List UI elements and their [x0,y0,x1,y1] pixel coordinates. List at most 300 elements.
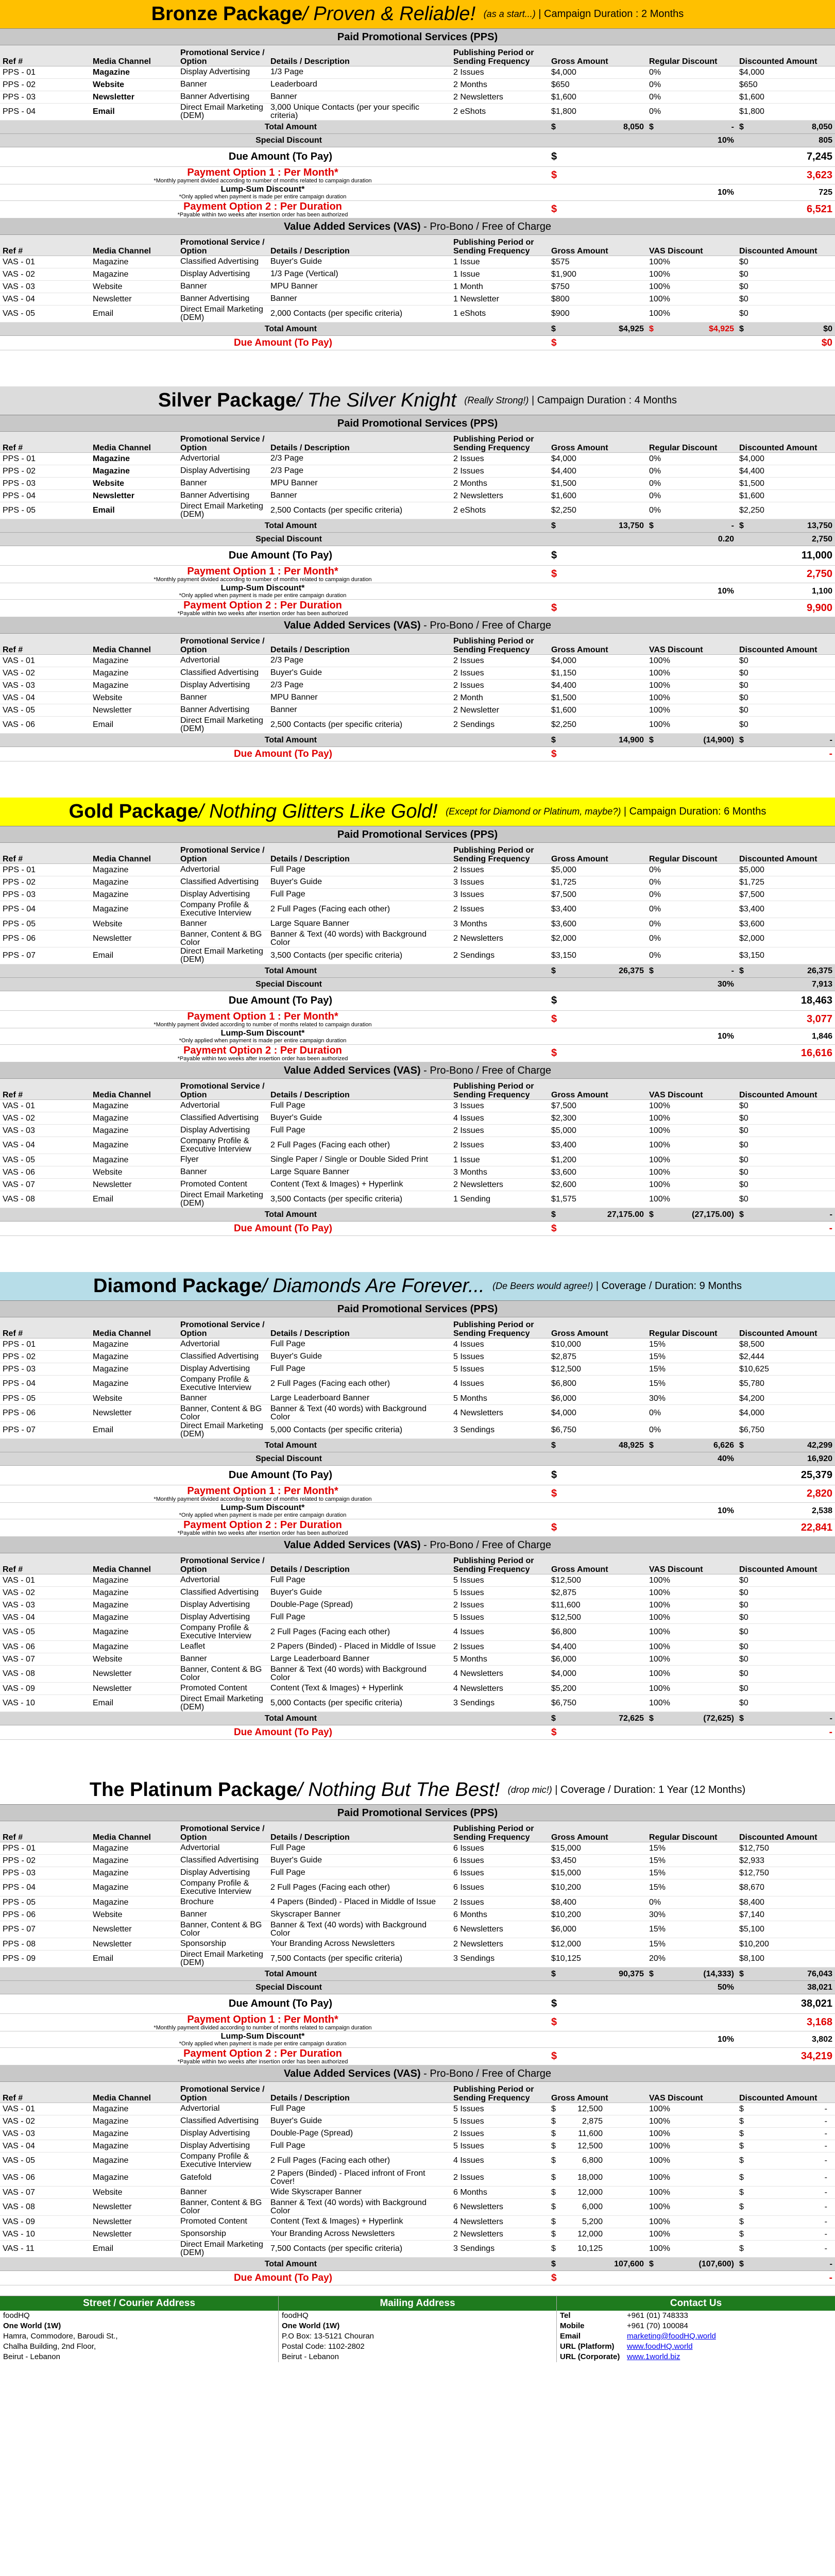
row-channel: Website [90,1908,178,1921]
package-duration: | Coverage / Duration: 1 Year (12 Months) [552,1784,746,1795]
row-details: Buyer's Guide [268,1350,451,1363]
vas-title: Value Added Services (VAS) [283,1065,421,1076]
col-period: Publishing Period or Sending Frequency [451,45,549,66]
row-ref: PPS - 07 [0,1421,90,1438]
table-row [0,1404,835,1421]
row-gross: $1,800 [549,103,646,120]
spacer [559,1503,646,1519]
row-regular: 0% [646,901,737,918]
table-row [0,1653,835,1665]
spacer [451,1712,549,1725]
contact-link[interactable]: marketing@foodHQ.world [627,2332,716,2341]
lump-sum-row [0,1503,835,1519]
row-regular: 0% [646,1421,737,1438]
due-amount: 18,463 [747,991,835,1011]
currency: $ [739,2229,744,2239]
row-details: Full Page [268,2103,451,2115]
total-label: Total Amount [0,1968,451,1981]
row-details: 5,000 Contacts (per specific criteria) [268,1421,451,1438]
row-gross [549,2228,646,2240]
row-gross [549,2140,646,2152]
currency: $ [739,2202,744,2211]
spacer [559,2048,646,2065]
row-details: 2 Papers (Binded) - Placed in Middle of Issue [268,1640,451,1653]
row-service: Banner [178,2186,268,2198]
col-service: Promotional Service / Option [178,432,268,452]
row-service: Sponsorship [178,1938,268,1950]
row-discounted: $0 [737,679,835,691]
row-discounted [737,2127,835,2140]
spacer [451,964,549,978]
row-discounted: $0 [737,1137,835,1154]
special-pct: 30% [657,978,737,991]
row-gross: $750 [549,280,646,293]
col-ref: Ref # [0,432,90,452]
row-vas-discount: 100% [646,305,737,322]
spacer [451,2031,549,2048]
due-row [0,991,835,1011]
table-row [0,103,835,120]
row-details: Banner & Text (40 words) with Background Color [268,930,451,947]
row-discounted [737,2215,835,2228]
row-ref: VAS - 06 [0,716,90,733]
col-regular: Regular Discount [646,432,737,452]
row-gross: $900 [549,305,646,322]
row-details: 2/3 Page [268,452,451,465]
row-channel: Magazine [90,66,178,78]
spacer [737,546,747,566]
row-vas-discount: 100% [646,293,737,305]
row-vas-discount: 100% [646,2115,737,2127]
row-gross: $12,500 [549,1611,646,1623]
vas-title: Value Added Services (VAS) [283,1539,421,1551]
currency: $ [551,2173,556,2182]
row-service: Direct Email Marketing (DEM) [178,716,268,733]
row-service: Leaflet [178,1640,268,1653]
vas-total-net: $0 [747,323,835,336]
row-ref: PPS - 03 [0,1867,90,1879]
table-row [0,1178,835,1191]
total-net: 8,050 [747,121,835,134]
spacer [549,134,559,147]
spacer [451,2258,549,2271]
option-2-label [0,600,451,617]
spacer [451,2271,549,2285]
col-service: Promotional Service / Option [178,1317,268,1338]
row-regular: 15% [646,1350,737,1363]
row-discounted: $4,000 [737,452,835,465]
row-discounted: $10,200 [737,1938,835,1950]
row-vas-discount: 100% [646,1574,737,1586]
row-period: 5 Months [451,1653,549,1665]
total-gross: 48,925 [559,1439,646,1452]
row-details: Banner & Text (40 words) with Background Color [268,1404,451,1421]
spacer [451,147,549,167]
special-pct: 10% [657,134,737,147]
row-channel: Website [90,477,178,489]
row-vas-discount: 100% [646,1099,737,1112]
row-discounted [737,2115,835,2127]
due-row [0,546,835,566]
vas-title: Value Added Services (VAS) [283,2068,421,2079]
spacer [737,1011,747,1028]
lump-sum-note: *Only applied when payment is made per entire campaign duration [179,1037,347,1044]
option-1-title: Payment Option 1 : Per Month* [187,565,338,577]
row-details: 2 Full Pages (Facing each other) [268,1879,451,1896]
package-status [481,8,684,20]
row-service: Banner Advertising [178,704,268,716]
spacer [646,184,657,201]
row-service: Company Profile & Executive Interview [178,901,268,918]
row-service: Banner [178,1653,268,1665]
spacer [657,201,737,218]
row-ref: VAS - 03 [0,679,90,691]
row-service: Direct Email Marketing (DEM) [178,1694,268,1711]
spacer [559,184,646,201]
option-1-title: Payment Option 1 : Per Month* [187,2013,338,2025]
table-header-row [0,1821,835,1842]
row-gross: $3,600 [549,1166,646,1178]
table-row [0,1950,835,1967]
option-2-note: *Payable within two weeks after insertion order has been authorized [177,610,348,617]
row-channel: Magazine [90,654,178,667]
row-ref: PPS - 01 [0,66,90,78]
spacer [657,1045,737,1062]
spacer [646,600,657,617]
row-discounted [737,2186,835,2198]
spacer [646,1028,657,1045]
row-vas-discount: 100% [646,1166,737,1178]
currency: $ [549,1208,559,1222]
table-row [0,2103,835,2115]
row-details: Banner & Text (40 words) with Background Color [268,2198,451,2215]
row-discounted: $1,800 [737,103,835,120]
row-discounted [737,2103,835,2115]
row-channel: Magazine [90,1623,178,1640]
row-gross-value: 2,875 [582,2116,603,2126]
row-discounted: $0 [737,1653,835,1665]
row-gross-value: 12,500 [577,2141,603,2150]
lump-sum-label [0,1028,451,1045]
table-row [0,863,835,876]
currency: $ [549,991,559,1011]
row-gross: $3,150 [549,947,646,964]
col-details: Details / Description [268,2082,451,2103]
option-2-note: *Payable within two weeks after insertion order has been authorized [177,2058,348,2065]
row-ref: PPS - 02 [0,78,90,91]
spacer [737,167,747,184]
currency: $ [549,1466,559,1485]
row-ref: PPS - 01 [0,452,90,465]
spacer [737,201,747,218]
table-row [0,1896,835,1908]
col-discounted: Discounted Amount [737,2082,835,2103]
col-ref: Ref # [0,1317,90,1338]
row-ref: VAS - 04 [0,691,90,704]
vas-due-label: Due Amount (To Pay) [0,747,451,761]
spacer [451,1011,549,1028]
row-period: 5 Issues [451,1350,549,1363]
spacer [646,747,657,761]
row-service: Banner Advertising [178,489,268,502]
due-amount: 38,021 [747,1994,835,2014]
row-channel: Email [90,716,178,733]
row-vas-discount: 100% [646,2103,737,2115]
package-aside: (as a start...) [483,9,536,19]
currency: $ [551,2217,556,2226]
row-service: Banner Advertising [178,91,268,103]
row-regular: 0% [646,91,737,103]
row-period: 6 Issues [451,1867,549,1879]
row-period: 2 Newsletters [451,930,549,947]
option-2-amount: 6,521 [747,201,835,218]
spacer [549,1503,559,1519]
col-gross: Gross Amount [549,1553,646,1574]
row-discounted-value: - [824,2244,827,2253]
lump-sum-amount: 725 [747,184,835,201]
row-period: 6 Months [451,1908,549,1921]
row-gross: $6,750 [549,1694,646,1711]
row-details: Full Page [268,2140,451,2152]
col-gross: Gross Amount [549,432,646,452]
total-net: 13,750 [747,519,835,533]
currency: $ [646,1968,657,1981]
row-period: 1 Newsletter [451,293,549,305]
spacer [646,566,657,583]
total-label: Total Amount [0,734,451,747]
vas-summary [0,1208,835,1236]
row-ref: PPS - 04 [0,1375,90,1392]
row-details: 3,500 Contacts (per specific criteria) [268,1191,451,1208]
street-address-line: One World (1W) [3,2321,61,2330]
package-name: Silver Package [158,389,297,411]
row-service: Display Advertising [178,888,268,901]
row-discounted: $0 [737,691,835,704]
row-channel: Magazine [90,1350,178,1363]
mailing-address [278,2296,556,2362]
lump-sum-amount: 2,538 [747,1503,835,1519]
spacer [451,1208,549,1222]
row-regular: 15% [646,1867,737,1879]
row-channel: Magazine [90,465,178,477]
table-row [0,918,835,930]
contact-link[interactable]: www.1world.biz [627,2352,680,2361]
package-status [490,1280,742,1292]
spacer [559,201,646,218]
table-row [0,1137,835,1154]
spacer [657,2014,737,2031]
package-silver [0,386,835,761]
row-discounted: $4,400 [737,465,835,477]
table-header-row [0,1317,835,1338]
currency: $ [739,2217,744,2226]
vas-total-row [0,2258,835,2271]
currency: $ [737,1208,747,1222]
package-duration: | Campaign Duration : 2 Months [535,8,684,20]
row-details: Full Page [268,1338,451,1350]
spacer [451,1045,549,1062]
payment-option-1-row [0,1485,835,1503]
row-ref: PPS - 01 [0,1842,90,1854]
currency: $ [739,2129,744,2138]
contact-link[interactable]: www.foodHQ.world [627,2342,693,2351]
row-vas-discount: 100% [646,716,737,733]
row-discounted: $2,000 [737,930,835,947]
row-details: 2/3 Page [268,679,451,691]
row-discounted: $3,400 [737,901,835,918]
due-row [0,1994,835,2014]
row-period: 1 eShots [451,305,549,322]
special-amount: 16,920 [747,1452,835,1466]
row-details: Your Branding Across Newsletters [268,2228,451,2240]
package-gap [0,1740,835,1776]
vas-due-amount: - [747,2271,835,2285]
table-row [0,465,835,477]
row-period: 2 Issues [451,1124,549,1137]
table-row [0,2186,835,2198]
vas-due-label: Due Amount (To Pay) [0,1725,451,1740]
row-period: 2 Newsletters [451,1178,549,1191]
row-vas-discount: 100% [646,679,737,691]
row-regular: 15% [646,1879,737,1896]
col-period: Publishing Period or Sending Frequency [451,2082,549,2103]
row-service: Direct Email Marketing (DEM) [178,502,268,519]
row-details: Buyer's Guide [268,2115,451,2127]
row-ref: VAS - 06 [0,2169,90,2186]
row-details: MPU Banner [268,477,451,489]
col-ref: Ref # [0,843,90,863]
row-period: 6 Months [451,2186,549,2198]
row-discounted-value: - [824,2217,827,2226]
package-diamond [0,1272,835,1740]
row-ref: VAS - 09 [0,2215,90,2228]
currency: $ [646,964,657,978]
vas-total-gross: 14,900 [559,734,646,747]
contact-us [556,2296,835,2362]
row-discounted: $0 [737,1599,835,1611]
table-row [0,268,835,280]
row-ref: VAS - 08 [0,2198,90,2215]
vas-summary [0,734,835,762]
vas-section-title [0,218,835,235]
currency: $ [646,519,657,533]
row-discounted: $2,250 [737,502,835,519]
row-channel: Magazine [90,1137,178,1154]
table-row [0,305,835,322]
currency: $ [646,323,657,336]
pps-table [0,1821,835,1968]
spacer [737,1466,747,1485]
row-channel: Newsletter [90,1938,178,1950]
row-vas-discount: 100% [646,2240,737,2257]
row-channel: Newsletter [90,2198,178,2215]
col-discounted: Discounted Amount [737,1821,835,1842]
row-ref: PPS - 06 [0,1908,90,1921]
row-discounted: $0 [737,305,835,322]
lump-sum-pct: 10% [657,1028,737,1045]
row-gross [549,2186,646,2198]
row-discounted: $4,000 [737,1404,835,1421]
spacer [559,336,646,350]
row-gross-value: 12,000 [577,2188,603,2197]
spacer [737,147,747,167]
row-regular: 0% [646,888,737,901]
table-row [0,691,835,704]
contact-key: URL (Corporate) [560,2352,620,2361]
row-service: Promoted Content [178,2215,268,2228]
row-ref: PPS - 01 [0,863,90,876]
package-gap [0,1236,835,1272]
row-service: Classified Advertising [178,876,268,888]
row-period: 2 Issues [451,452,549,465]
row-discounted: $0 [737,280,835,293]
row-channel: Magazine [90,1640,178,1653]
table-row [0,477,835,489]
row-ref: PPS - 04 [0,489,90,502]
package-gold [0,798,835,1236]
due-amount: 7,245 [747,147,835,167]
vas-due-row [0,1725,835,1740]
spacer [451,546,549,566]
total-net: 26,375 [747,964,835,978]
row-gross: $6,800 [549,1623,646,1640]
row-period: 3 Issues [451,888,549,901]
table-row [0,1854,835,1867]
col-period: Publishing Period or Sending Frequency [451,432,549,452]
currency: $ [737,734,747,747]
table-row [0,1112,835,1124]
currency: $ [551,2129,556,2138]
spacer [451,519,549,533]
currency: $ [549,201,559,218]
row-period: 2 Month [451,691,549,704]
table-row [0,66,835,78]
row-details: Skyscraper Banner [268,1908,451,1921]
option-1-title: Payment Option 1 : Per Month* [187,1485,338,1497]
row-ref: VAS - 08 [0,1191,90,1208]
due-label: Due Amount (To Pay) [0,1994,451,2014]
row-gross: $3,400 [549,1137,646,1154]
row-regular: 0% [646,947,737,964]
lump-sum-title: Lump-Sum Discount* [220,1503,305,1512]
row-discounted-value: - [824,2141,827,2150]
table-row [0,1921,835,1938]
vas-table [0,1079,835,1208]
currency: $ [549,2014,559,2031]
row-period: 5 Months [451,1392,549,1404]
col-regular: Regular Discount [646,45,737,66]
currency: $ [549,1712,559,1725]
vas-title: Value Added Services (VAS) [283,221,421,232]
spacer [646,991,657,1011]
col-details: Details / Description [268,1553,451,1574]
total-net: 42,299 [747,1439,835,1452]
row-details: Banner & Text (40 words) with Background Color [268,1665,451,1682]
option-1-label [0,566,451,583]
row-channel: Magazine [90,2115,178,2127]
table-row [0,716,835,733]
vas-suffix: - Pro-Bono / Free of Charge [420,1539,552,1551]
row-regular: 15% [646,1375,737,1392]
row-service: Display Advertising [178,1611,268,1623]
option-1-note: *Monthly payment divided according to number of months related to campaign duration [154,177,372,184]
vas-total-discount: (27,175.00) [657,1208,737,1222]
row-regular: 0% [646,502,737,519]
row-period: 5 Issues [451,2103,549,2115]
col-ref: Ref # [0,634,90,654]
col-ref: Ref # [0,1553,90,1574]
row-discounted: $8,500 [737,1338,835,1350]
